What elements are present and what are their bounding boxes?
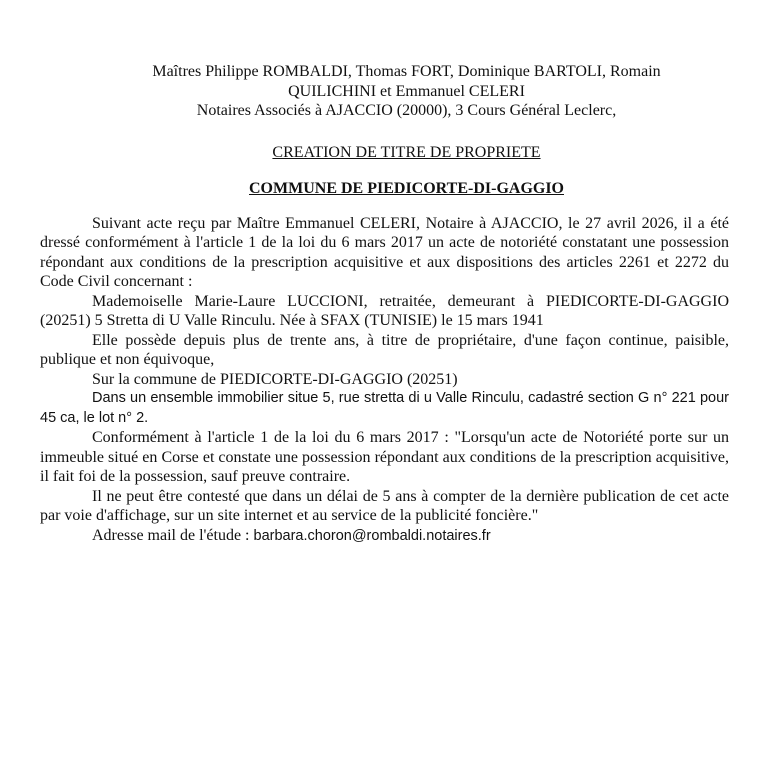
paragraph-deed: Suivant acte reçu par Maître Emmanuel CELERI, Notaire à AJACCIO, le 27 avril 2026, il a été dressé conformément à l'article 1 de la loi du 6 mars 2017 un acte de notoriété constatant une possession répondant aux conditions de la prescription acquisitive et aux dispositions des articles 2261 et 2272 du Code Civil concernant : bbox=[40, 214, 729, 290]
notary-names-line-2: QUILICHINI et Emmanuel CELERI bbox=[288, 82, 525, 100]
notice-title: CREATION DE TITRE DE PROPRIETE bbox=[272, 143, 541, 161]
notary-address-line: Notaires Associés à AJACCIO (20000), 3 Cours Général Leclerc, bbox=[196, 102, 617, 119]
paragraph-commune: Sur la commune de PIEDICORTE-DI-GAGGIO (20251) bbox=[92, 370, 458, 388]
commune-heading: COMMUNE DE PIEDICORTE-DI-GAGGIO bbox=[249, 180, 564, 197]
notice-body bbox=[40, 214, 729, 547]
contact-email: barbara.choron@rombaldi.notaires.fr bbox=[253, 527, 491, 544]
paragraph-possession: Elle possède depuis plus de trente ans, à titre de propriétaire, d'une façon continue, paisible, publique et non équivoque, bbox=[40, 331, 729, 368]
paragraph-property: Dans un ensemble immobilier situe 5, rue stretta di u Valle Rinculu, cadastré section G n° 221 pour 45 ca, le lot n° 2. bbox=[40, 390, 729, 426]
notary-names-line-1: Maîtres Philippe ROMBALDI, Thomas FORT, Dominique BARTOLI, Romain bbox=[152, 63, 661, 80]
paragraph-law-article: Conformément à l'article 1 de la loi du 6 mars 2017 : "Lorsqu'un acte de Notoriété porte sur un immeuble situé en Corse et constate une possession répondant aux conditions de la prescription acquisitive, il fait foi de la possession, sauf preuve contraire. bbox=[40, 429, 729, 485]
notary-header bbox=[84, 62, 729, 121]
paragraph-contact bbox=[40, 526, 729, 547]
paragraph-contest-delay: Il ne peut être contesté que dans un délai de 5 ans à compter de la dernière publication de cet acte par voie d'affichage, sur un site internet et au service de la publicité foncière." bbox=[40, 487, 729, 524]
contact-label: Adresse mail de l'étude : bbox=[92, 526, 254, 544]
paragraph-owner: Mademoiselle Marie-Laure LUCCIONI, retraitée, demeurant à PIEDICORTE-DI-GAGGIO (20251) 5 Stretta di U Valle Rinculu. Née à SFAX (TUNISIE) le 15 mars 1941 bbox=[40, 292, 729, 329]
notice-document bbox=[40, 62, 729, 546]
